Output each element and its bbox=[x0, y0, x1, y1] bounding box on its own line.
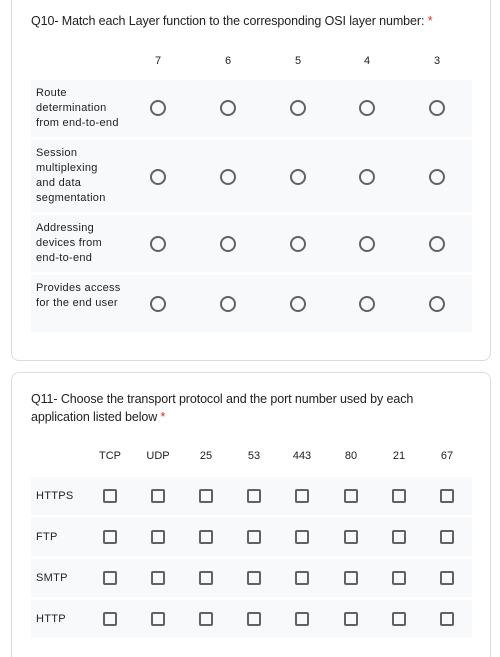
q10-radio-option[interactable] bbox=[429, 296, 445, 312]
q11-checkbox[interactable] bbox=[151, 612, 165, 626]
q10-radio-option[interactable] bbox=[359, 100, 375, 116]
q11-checkbox[interactable] bbox=[344, 612, 358, 626]
q11-column-header: 80 bbox=[344, 450, 358, 462]
q11-checkbox[interactable] bbox=[344, 489, 358, 503]
q11-checkbox[interactable] bbox=[247, 571, 261, 585]
q11-column-header: TCP bbox=[99, 450, 121, 462]
q11-checkbox[interactable] bbox=[199, 489, 213, 503]
q10-row bbox=[31, 80, 472, 137]
q10-row-label: Session multiplexing and data segmentation bbox=[36, 147, 106, 204]
q11-checkbox[interactable] bbox=[247, 489, 261, 503]
q11-checkbox[interactable] bbox=[247, 612, 261, 626]
q11-row-label: FTP bbox=[36, 531, 58, 543]
question-card-q10 bbox=[11, 0, 491, 361]
question-card-q11 bbox=[11, 372, 491, 657]
q11-checkbox[interactable] bbox=[103, 571, 117, 585]
q10-radio-option[interactable] bbox=[150, 100, 166, 116]
q11-checkbox[interactable] bbox=[199, 612, 213, 626]
q10-radio-option[interactable] bbox=[359, 169, 375, 185]
q11-title-text: Q11- Choose the transport protocol and the port number used by each application listed below bbox=[31, 392, 414, 424]
q10-radio-option[interactable] bbox=[150, 169, 166, 185]
q11-checkbox[interactable] bbox=[295, 612, 309, 626]
q11-checkbox[interactable] bbox=[440, 489, 454, 503]
q11-row-label: HTTPS bbox=[36, 490, 74, 502]
q10-column-header: 6 bbox=[224, 55, 232, 67]
q10-radio-option[interactable] bbox=[150, 236, 166, 252]
q10-radio-option[interactable] bbox=[359, 296, 375, 312]
q11-column-header: 67 bbox=[440, 450, 454, 462]
q10-title bbox=[31, 12, 471, 30]
q10-radio-option[interactable] bbox=[359, 236, 375, 252]
q11-row-label: HTTP bbox=[36, 613, 66, 625]
q11-checkbox[interactable] bbox=[392, 489, 406, 503]
q11-checkbox[interactable] bbox=[344, 571, 358, 585]
q10-radio-option[interactable] bbox=[220, 296, 236, 312]
q11-checkbox[interactable] bbox=[151, 489, 165, 503]
q11-column-header: UDP bbox=[146, 450, 170, 462]
q11-column-header: 21 bbox=[392, 450, 406, 462]
q10-row bbox=[31, 215, 472, 272]
q11-column-header: 53 bbox=[247, 450, 261, 462]
q11-column-header: 25 bbox=[199, 450, 213, 462]
q10-column-header: 4 bbox=[363, 55, 371, 67]
q10-radio-option[interactable] bbox=[290, 296, 306, 312]
q11-checkbox[interactable] bbox=[199, 571, 213, 585]
q11-checkbox[interactable] bbox=[103, 489, 117, 503]
required-asterisk: * bbox=[427, 14, 433, 28]
q11-title bbox=[31, 390, 451, 426]
q10-radio-option[interactable] bbox=[220, 100, 236, 116]
q10-row bbox=[31, 140, 472, 212]
q11-column-header: 443 bbox=[292, 450, 312, 462]
q10-radio-option[interactable] bbox=[429, 100, 445, 116]
q11-checkbox[interactable] bbox=[392, 612, 406, 626]
q10-radio-option[interactable] bbox=[429, 169, 445, 185]
q10-radio-option[interactable] bbox=[290, 100, 306, 116]
q10-column-header: 5 bbox=[294, 55, 302, 67]
q10-column-header: 7 bbox=[154, 55, 162, 67]
q10-radio-option[interactable] bbox=[290, 236, 306, 252]
q10-row-label: Addressing devices from end-to-end bbox=[36, 222, 102, 264]
q11-checkbox[interactable] bbox=[440, 612, 454, 626]
q11-checkbox[interactable] bbox=[247, 530, 261, 544]
required-asterisk: * bbox=[160, 410, 166, 424]
q11-checkbox[interactable] bbox=[103, 612, 117, 626]
q11-checkbox[interactable] bbox=[295, 489, 309, 503]
q11-checkbox[interactable] bbox=[440, 530, 454, 544]
q11-row bbox=[31, 559, 472, 597]
q10-row-label: Provides access for the end user bbox=[36, 282, 121, 309]
q10-title-text: Q10- Match each Layer function to the corresponding OSI layer number: bbox=[31, 14, 425, 28]
q11-row bbox=[31, 518, 472, 556]
q10-radio-option[interactable] bbox=[429, 236, 445, 252]
q11-checkbox[interactable] bbox=[151, 571, 165, 585]
q10-radio-option[interactable] bbox=[220, 169, 236, 185]
q11-checkbox[interactable] bbox=[392, 571, 406, 585]
q11-row bbox=[31, 600, 472, 638]
q11-checkbox[interactable] bbox=[103, 530, 117, 544]
q11-checkbox[interactable] bbox=[392, 530, 406, 544]
q10-radio-option[interactable] bbox=[220, 236, 236, 252]
q11-row-label: SMTP bbox=[36, 572, 68, 584]
q11-checkbox[interactable] bbox=[440, 571, 454, 585]
q11-checkbox[interactable] bbox=[199, 530, 213, 544]
q10-row bbox=[31, 275, 472, 332]
q10-radio-option[interactable] bbox=[150, 296, 166, 312]
q10-column-header: 3 bbox=[433, 55, 441, 67]
q10-radio-option[interactable] bbox=[290, 169, 306, 185]
q10-row-label: Route determination from end-to-end bbox=[36, 87, 119, 129]
q11-checkbox[interactable] bbox=[295, 571, 309, 585]
q11-checkbox[interactable] bbox=[295, 530, 309, 544]
q11-row bbox=[31, 477, 472, 515]
q11-checkbox[interactable] bbox=[151, 530, 165, 544]
q11-checkbox[interactable] bbox=[344, 530, 358, 544]
